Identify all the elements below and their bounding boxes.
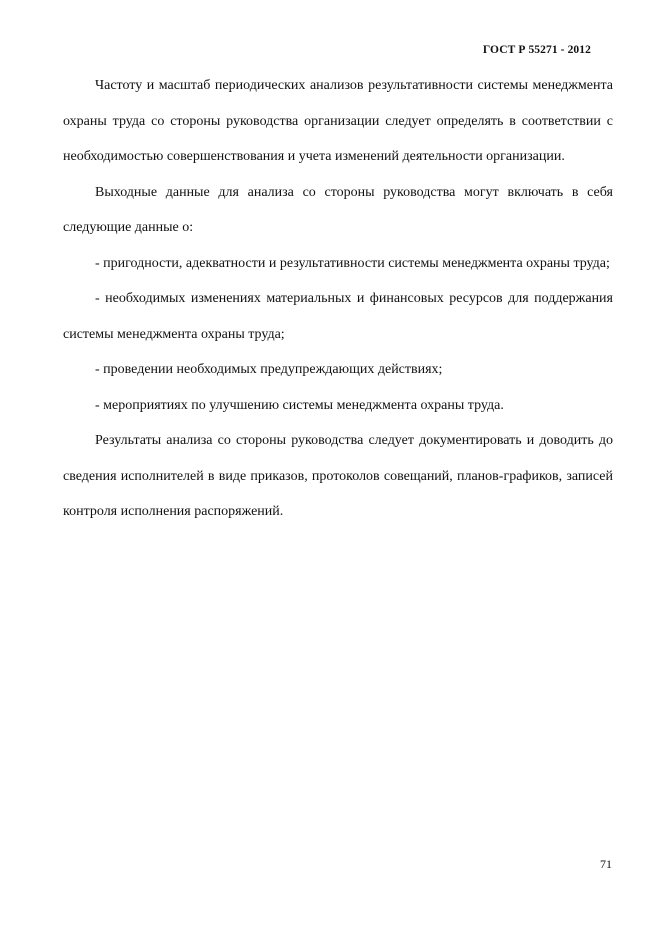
paragraph-review-outputs: Выходные данные для анализа со стороны руководства могут включать в себя следующие данные о:: [63, 184, 613, 235]
list-item-improvement-measures: - мероприятиях по улучшению системы менеджмента охраны труда.: [95, 397, 504, 413]
document-body: [63, 68, 613, 530]
list-item-resource-changes: - необходимых изменениях материальных и финансовых ресурсов для поддержания системы менеджмента охраны труда;: [63, 291, 613, 342]
paragraph-review-frequency: Частоту и масштаб периодических анализов результативности системы менеджмента охраны труда со стороны руководства организации следует определять в соответствии с необходимостью совершенствования и учета изменений деятельности организации.: [63, 78, 613, 164]
document-code-header: ГОСТ Р 55271 - 2012: [482, 44, 591, 56]
list-item-preventive-actions: - проведении необходимых предупреждающих действиях;: [95, 362, 443, 377]
paragraph-review-results: Результаты анализа со стороны руководства следует документировать и доводить до сведения исполнителей в виде приказов, протоколов совещаний, планов-графиков, записей контроля исполнения распоряжений.: [63, 433, 613, 519]
page-number: 71: [600, 857, 612, 871]
list-item-suitability: - пригодности, адекватности и результативности системы менеджмента охраны труда;: [95, 255, 610, 271]
